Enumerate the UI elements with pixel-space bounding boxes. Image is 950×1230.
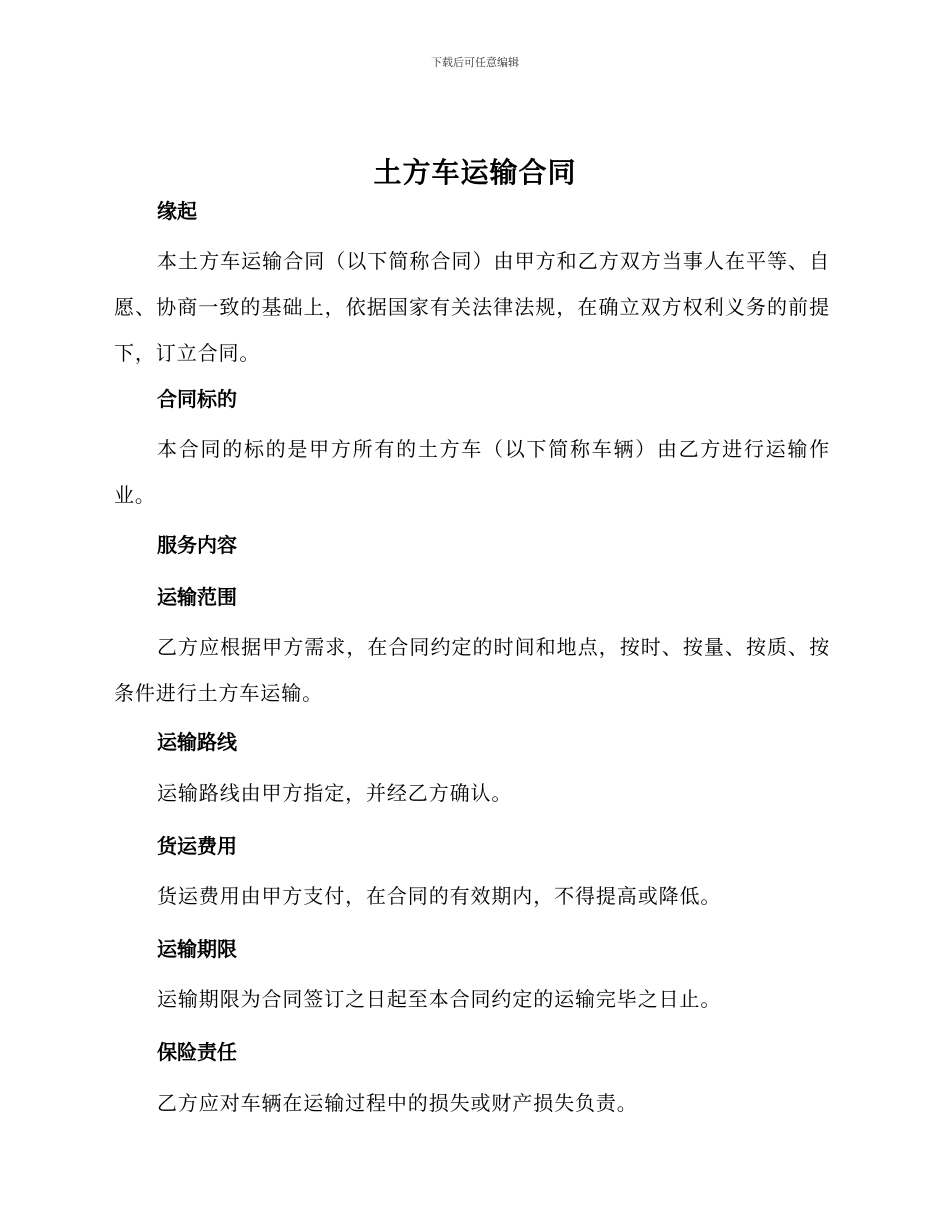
section-body-insurance: 乙方应对车辆在运输过程中的损失或财产损失负责。 (157, 1091, 638, 1115)
section-body-term: 运输期限为合同签订之日起至本合同约定的运输完毕之日止。 (157, 987, 722, 1011)
section-body-fee: 货运费用由甲方支付，在合同的有效期内，不得提高或降低。 (157, 884, 722, 908)
section-heading-route: 运输路线 (157, 730, 237, 754)
section-body-scope: 乙方应根据甲方需求，在合同约定的时间和地点，按时、按量、按质、按条件进行土方车运输。 (114, 635, 830, 705)
section-route (114, 727, 830, 757)
section-origin (114, 196, 830, 226)
section-heading-term: 运输期限 (157, 937, 237, 961)
section-body-origin: 本土方车运输合同（以下简称合同）由甲方和乙方双方当事人在平等、自愿、协商一致的基础上，依据国家有关法律法规，在确立双方权利义务的前提下，订立合同。 (114, 249, 830, 365)
section-heading-insurance: 保险责任 (157, 1040, 237, 1064)
section-term (114, 934, 830, 964)
section-service (114, 530, 830, 560)
section-heading-scope: 运输范围 (157, 585, 237, 609)
section-origin-body (114, 238, 830, 376)
header-note: 下载后可任意编辑 (431, 56, 519, 69)
section-heading-origin: 缘起 (157, 199, 197, 223)
section-subject-body (114, 426, 830, 518)
section-heading-fee: 货运费用 (157, 834, 237, 858)
section-insurance-body (114, 1080, 830, 1126)
section-heading-subject: 合同标的 (157, 387, 237, 411)
section-insurance (114, 1037, 830, 1067)
section-subject (114, 384, 830, 414)
section-body-subject: 本合同的标的是甲方所有的土方车（以下简称车辆）由乙方进行运输作业。 (114, 437, 830, 507)
section-fee-body (114, 873, 830, 919)
document-title: 土方车运输合同 (373, 156, 577, 189)
section-scope-body (114, 624, 830, 716)
section-scope (114, 582, 830, 612)
section-body-route: 运输路线由甲方指定，并经乙方确认。 (157, 781, 513, 805)
section-term-body (114, 976, 830, 1022)
section-route-body (114, 770, 830, 816)
section-fee (114, 831, 830, 861)
section-heading-service: 服务内容 (157, 533, 237, 557)
